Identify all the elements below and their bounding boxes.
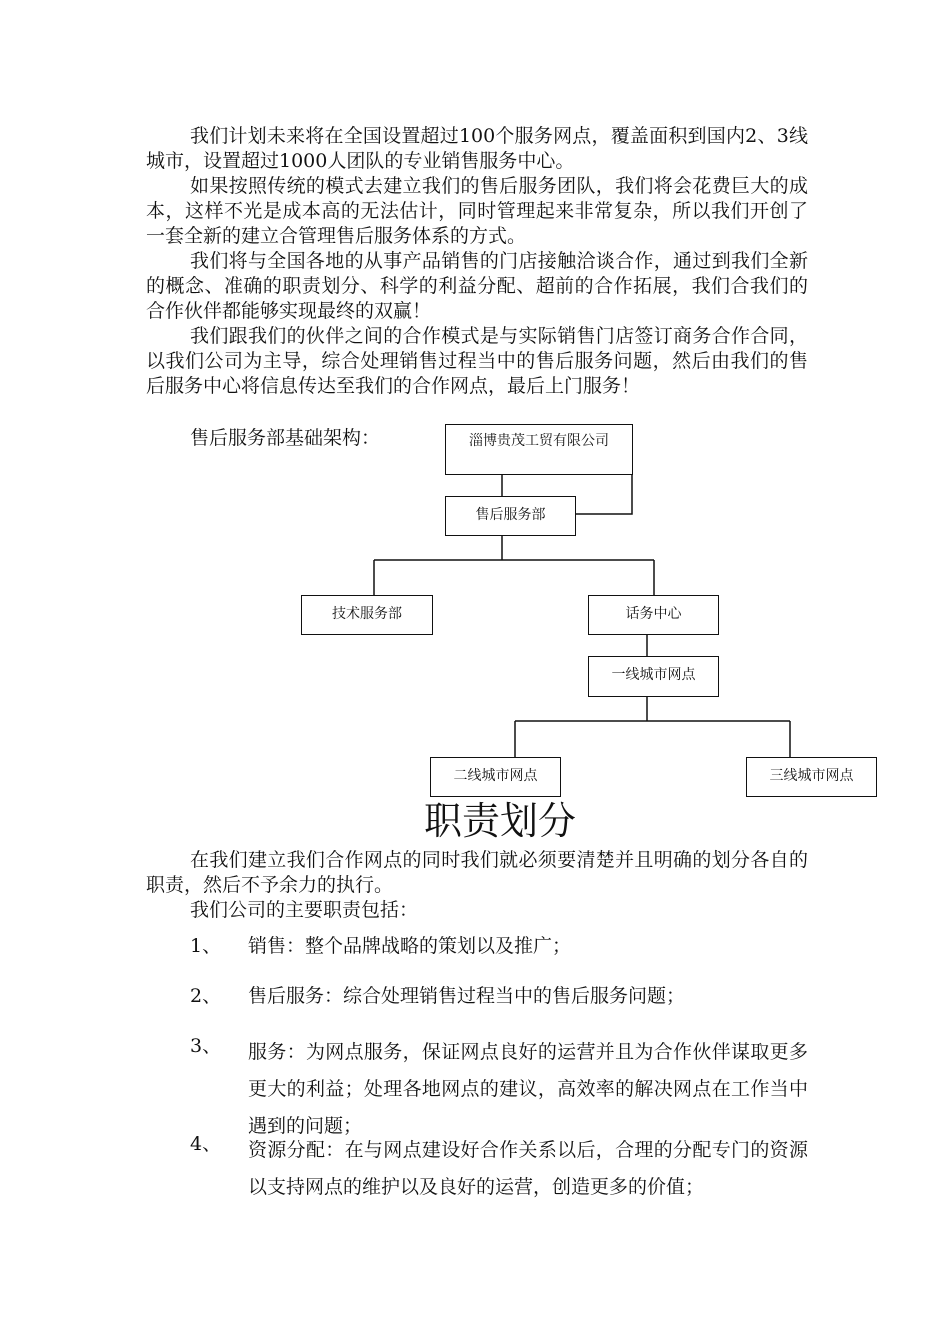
section-title: 职责划分 xyxy=(423,799,576,843)
paragraph-cooperation-model: 我们跟我们的伙伴之间的合作模式是与实际销售门店签订商务合作合同，以我们公司为主导，综合处理销售过程当中的售后服务问题，然后由我们的售后服务中心将信息传达至我们的合作网点，最后上门服务！ xyxy=(146,325,808,397)
paragraph-cooperation: 我们将与全国各地的从事产品销售的门店接触洽谈合作，通过到我们全新的概念、准确的职责划分、科学的利益分配、超前的合作拓展，我们合我们的合作伙伴都能够实现最终的双赢！ xyxy=(146,250,808,322)
org-box-tech: 技术服务部 xyxy=(301,595,433,635)
duty-text: 资源分配：在与网点建设好合作关系以后，合理的分配专门的资源以支持网点的维护以及良好的运营，创造更多的价值； xyxy=(248,1139,808,1198)
duty-text: 售后服务：综合处理销售过程当中的售后服务问题； xyxy=(248,985,686,1007)
paragraph-traditional-model: 如果按照传统的模式去建立我们的售后服务团队，我们将会花费巨大的成本，这样不光是成本高的无法估计，同时管理起来非常复杂，所以我们开创了一套全新的建立合管理售后服务体系的方式。 xyxy=(146,175,808,247)
duty-number: 4、 xyxy=(190,1133,222,1155)
duty-number: 2、 xyxy=(190,985,222,1007)
duty-number: 3、 xyxy=(190,1035,222,1057)
org-box-tier3: 三线城市网点 xyxy=(746,757,877,797)
org-box-tier2: 二线城市网点 xyxy=(430,757,561,797)
org-box-company: 淄博贵茂工贸有限公司 xyxy=(445,424,633,475)
duty-text: 销售：整个品牌战略的策划以及推广； xyxy=(248,935,572,957)
paragraph-plan: 我们计划未来将在全国设置超过100个服务网点，覆盖面积到国内2、3线城市，设置超过1000人团队的专业销售服务中心。 xyxy=(146,125,808,172)
duty-number: 1、 xyxy=(190,935,222,957)
paragraph-responsibility-intro: 在我们建立我们合作网点的同时我们就必须要清楚并且明确的划分各自的职责，然后不予余力的执行。 xyxy=(146,849,808,896)
org-chart-label: 售后服务部基础架构： xyxy=(190,427,381,449)
paragraph-duties-intro: 我们公司的主要职责包括： xyxy=(190,899,419,921)
duty-text: 服务：为网点服务，保证网点良好的运营并且为合作伙伴谋取更多更大的利益；处理各地网点的建议，高效率的解决网点在工作当中遇到的问题； xyxy=(248,1041,808,1137)
org-box-after-sales: 售后服务部 xyxy=(445,496,576,536)
org-box-call-center: 话务中心 xyxy=(588,595,719,635)
connector-after-sales-side xyxy=(575,474,632,514)
org-box-tier1: 一线城市网点 xyxy=(588,656,719,697)
